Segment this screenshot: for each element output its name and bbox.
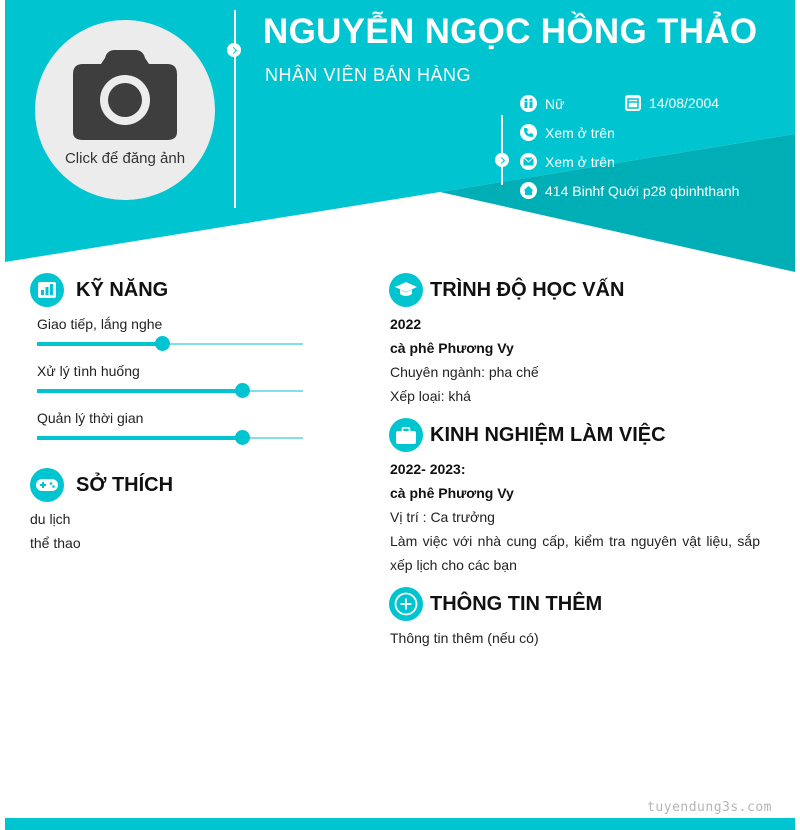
skill-item <box>37 316 303 345</box>
skill-knob <box>235 383 250 398</box>
skill-name: Quản lý thời gian <box>37 410 144 426</box>
email-item <box>520 153 615 170</box>
skill-knob <box>235 430 250 445</box>
experience-title: KINH NGHIỆM LÀM VIỆC <box>430 423 666 446</box>
education-rank: Xếp loại: khá <box>390 388 471 404</box>
candidate-position: NHÂN VIÊN BÁN HÀNG <box>265 65 472 85</box>
skill-bar <box>37 390 303 392</box>
skill-bar <box>37 437 303 439</box>
phone-icon <box>520 124 537 141</box>
gender-item <box>520 95 564 112</box>
additional-text: Thông tin thêm (nếu có) <box>390 630 539 646</box>
camera-icon <box>71 48 179 142</box>
skills-heading <box>30 273 168 307</box>
plus-circle-icon <box>389 587 423 621</box>
hobbies-heading <box>30 468 173 502</box>
gender-icon <box>520 95 537 112</box>
education-title: TRÌNH ĐỘ HỌC VẤN <box>430 278 625 301</box>
avatar-label: Click để đăng ảnh <box>64 149 186 167</box>
address-value: 414 Binhf Quới p28 qbinhthanh <box>545 182 740 199</box>
phone-value: Xem ở trên <box>545 124 615 141</box>
watermark: tuyendung3s.com <box>647 800 772 815</box>
bar-chart-icon <box>30 273 64 307</box>
additional-title: THÔNG TIN THÊM <box>430 592 603 615</box>
avatar-upload[interactable] <box>35 20 215 200</box>
experience-heading <box>389 418 666 452</box>
education-year: 2022 <box>390 316 422 332</box>
header-divider <box>234 10 236 208</box>
contact-divider-arrow <box>495 153 509 167</box>
skill-bar <box>37 343 303 345</box>
hobbies-title: SỞ THÍCH <box>76 473 174 496</box>
skill-item <box>37 363 303 392</box>
header-divider-arrow <box>227 43 241 57</box>
skills-title: KỸ NĂNG <box>76 278 169 301</box>
skill-name: Xử lý tình huống <box>37 363 140 379</box>
birthday-value: 14/08/2004 <box>649 95 720 111</box>
briefcase-icon <box>389 418 423 452</box>
skill-knob <box>155 336 170 351</box>
education-major: Chuyên ngành: pha chế <box>390 364 539 380</box>
gamepad-icon <box>30 468 64 502</box>
footer-bar <box>5 818 795 830</box>
education-school: cà phê Phương Vy <box>390 340 514 356</box>
phone-item <box>520 124 615 141</box>
email-value: Xem ở trên <box>545 153 615 170</box>
additional-heading <box>389 587 602 621</box>
birthday-item <box>625 95 719 111</box>
hobby-item: du lịch <box>30 511 71 527</box>
contact-divider <box>501 115 503 185</box>
calendar-icon <box>625 95 641 111</box>
experience-description: Làm việc với nhà cung cấp, kiểm tra nguyên vật liệu, sắp xếp lịch cho các bạn <box>390 533 760 573</box>
address-item <box>520 182 739 199</box>
hobby-item: thể thao <box>30 535 81 551</box>
graduation-cap-icon <box>389 273 423 307</box>
education-heading <box>389 273 624 307</box>
gender-value: Nữ <box>545 95 565 112</box>
email-icon <box>520 153 537 170</box>
experience-company: cà phê Phương Vy <box>390 485 514 501</box>
experience-role: Vị trí : Ca trưởng <box>390 509 495 525</box>
home-icon <box>520 182 537 199</box>
experience-period: 2022- 2023: <box>390 461 466 477</box>
skill-name: Giao tiếp, lắng nghe <box>37 316 163 332</box>
skill-item <box>37 410 303 439</box>
candidate-name: NGUYỄN NGỌC HỒNG THẢO <box>263 12 758 51</box>
